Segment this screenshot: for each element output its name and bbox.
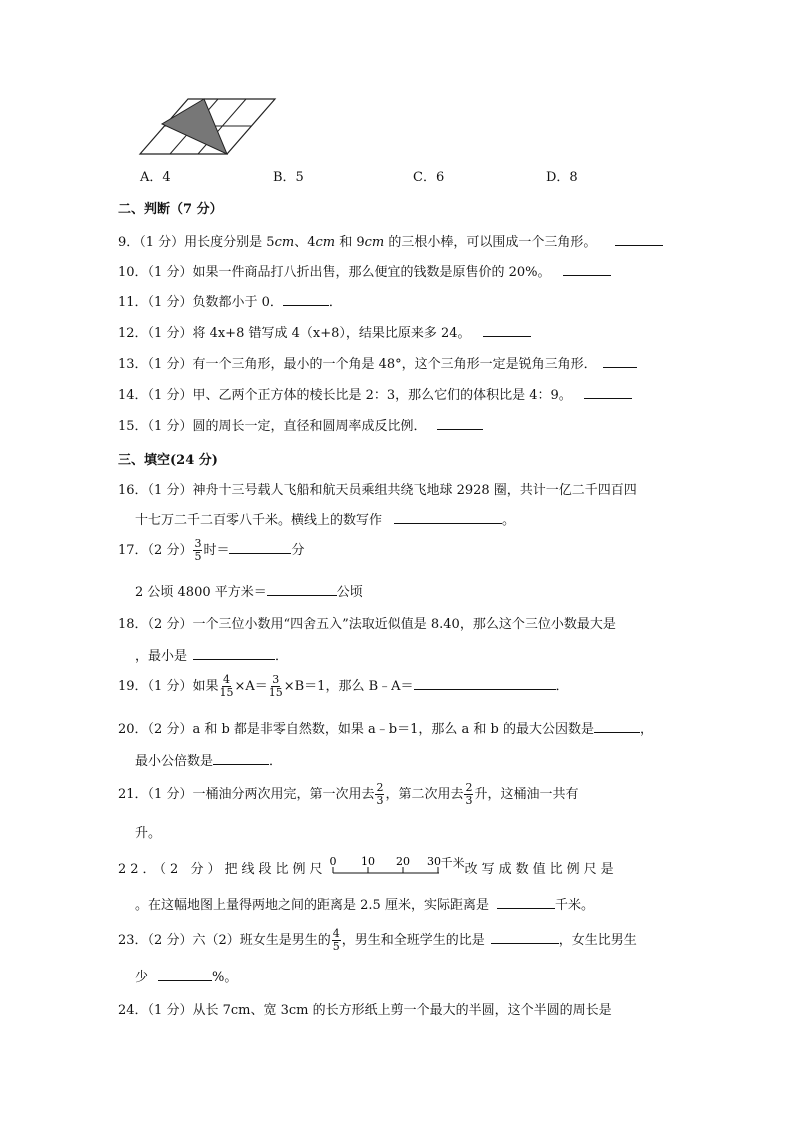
fraction: $\frac{4}{5}$: [332, 927, 340, 953]
answer-blank[interactable]: [193, 647, 275, 660]
fraction: $\frac{3}{15}$: [268, 673, 283, 699]
scale-tick-label: 30: [426, 854, 441, 868]
option-c: C．6: [413, 170, 445, 185]
fraction: $\frac{4}{15}$: [219, 673, 234, 699]
question-17-line2: 2 公顷 4800 平方米＝ 公顷: [135, 585, 363, 600]
question-21-line2: 升。: [135, 826, 162, 841]
question-11: 11．（1 分）负数都小于 0． ．: [118, 295, 342, 310]
question-18-line2: ，最小是 ．: [135, 649, 289, 664]
answer-blank[interactable]: [158, 968, 212, 981]
option-d: D．8: [546, 170, 578, 185]
question-14: 14．（1 分）甲、乙两个正方体的棱长比是 2：3，那么它们的体积比是 4：9。: [118, 384, 632, 403]
question-20-line2: 最小公倍数是 ．: [135, 754, 283, 769]
answer-blank[interactable]: [437, 417, 483, 430]
question-18-line1: 18．（2 分）一个三位小数用“四舍五入”法取近似值是 8.40，那么这个三位小数最大是: [118, 617, 616, 632]
answer-blank[interactable]: [594, 720, 640, 733]
line-scale: [329, 854, 441, 880]
answer-blank[interactable]: [229, 541, 291, 554]
answer-blank[interactable]: [491, 931, 559, 944]
answer-blank[interactable]: [483, 324, 531, 337]
answer-blank[interactable]: [394, 511, 502, 524]
question-17: 17．（2 分） $\frac{3}{5}$ 时＝ 分: [118, 537, 305, 563]
question-19: 19．（1 分）如果 $\frac{4}{15}$ ×A＝ $\frac{3}{15}$ ×B＝1，那么 B﹣A＝ ．: [118, 673, 569, 699]
answer-blank[interactable]: [414, 677, 556, 690]
question-16-line1: 16．（1 分）神舟十三号载人飞船和航天员乘组共绕飞地球 2928 圈，共计一亿二千四百四: [118, 483, 637, 498]
question-24: 24．（1 分）从长 7cm、宽 3cm 的长方形纸上剪一个最大的半圆，这个半圆的周长是: [118, 1003, 612, 1018]
fraction: $\frac{2}{3}$: [465, 781, 473, 807]
question-10: 10．（1 分）如果一件商品打八折出售，那么便宜的钱数是原售价的 20%。: [118, 261, 611, 280]
fraction: $\frac{2}{3}$: [376, 781, 384, 807]
answer-blank[interactable]: [615, 233, 663, 246]
fraction: $\frac{3}{5}$: [194, 537, 202, 563]
scale-tick-label: 20: [395, 854, 410, 868]
question-21: 21．（1 分）一桶油分两次用完，第一次用去 $\frac{2}{3}$ ，第二次用去 $\frac{2}{3}$ 升，这桶油一共有: [118, 781, 579, 807]
answer-blank[interactable]: [213, 752, 269, 765]
section-title-judge: 二、判断（7 分）: [118, 202, 223, 217]
option-a: A．4: [140, 170, 171, 185]
question-22: 22．（2 分）把线段比例尺 0 10 20 30 千米改写成数值比例尺是: [118, 858, 618, 880]
answer-blank[interactable]: [603, 355, 637, 368]
question-20-line1: 20．（2 分）a 和 b 都是非零自然数，如果 a﹣b＝1，那么 a 和 b 的最大公因数是 ，: [118, 722, 654, 737]
question-16-line2: 十七万二千二百零八千米。横线上的数写作 。: [135, 513, 516, 528]
scale-tick-label: 10: [360, 854, 375, 868]
question-22-line2: 。在这幅地图上量得两地之间的距离是 2.5 厘米，实际距离是 千米。: [135, 898, 594, 913]
answer-blank[interactable]: [563, 263, 611, 276]
question-13: 13．（1 分）有一个三角形，最小的一个角是 48°，这个三角形一定是锐角三角形．: [118, 353, 637, 372]
option-b: B．5: [273, 170, 304, 185]
answer-blank[interactable]: [497, 896, 555, 909]
scale-tick-label: 0: [329, 854, 337, 868]
question-12: 12．（1 分）将 4x+8 错写成 4（x+8），结果比原来多 24。: [118, 322, 531, 341]
answer-blank[interactable]: [584, 386, 632, 399]
question-23: 23．（2 分）六（2）班女生是男生的 $\frac{4}{5}$ ，男生和全班学生的比是 ，女生比男生: [118, 927, 637, 953]
question-9: 9．（1 分）用长度分别是 5cm、4cm 和 9cm 的三根小棒，可以围成一个三角形。: [118, 231, 663, 250]
parallelogram-figure: [138, 96, 278, 156]
question-23-line2: 少 %。: [135, 970, 238, 985]
section-title-fill: 三、填空(24 分): [118, 453, 218, 468]
question-15: 15．（1 分）圆的周长一定，直径和圆周率成反比例．: [118, 415, 483, 434]
answer-blank[interactable]: [283, 293, 329, 306]
answer-blank[interactable]: [267, 583, 337, 596]
